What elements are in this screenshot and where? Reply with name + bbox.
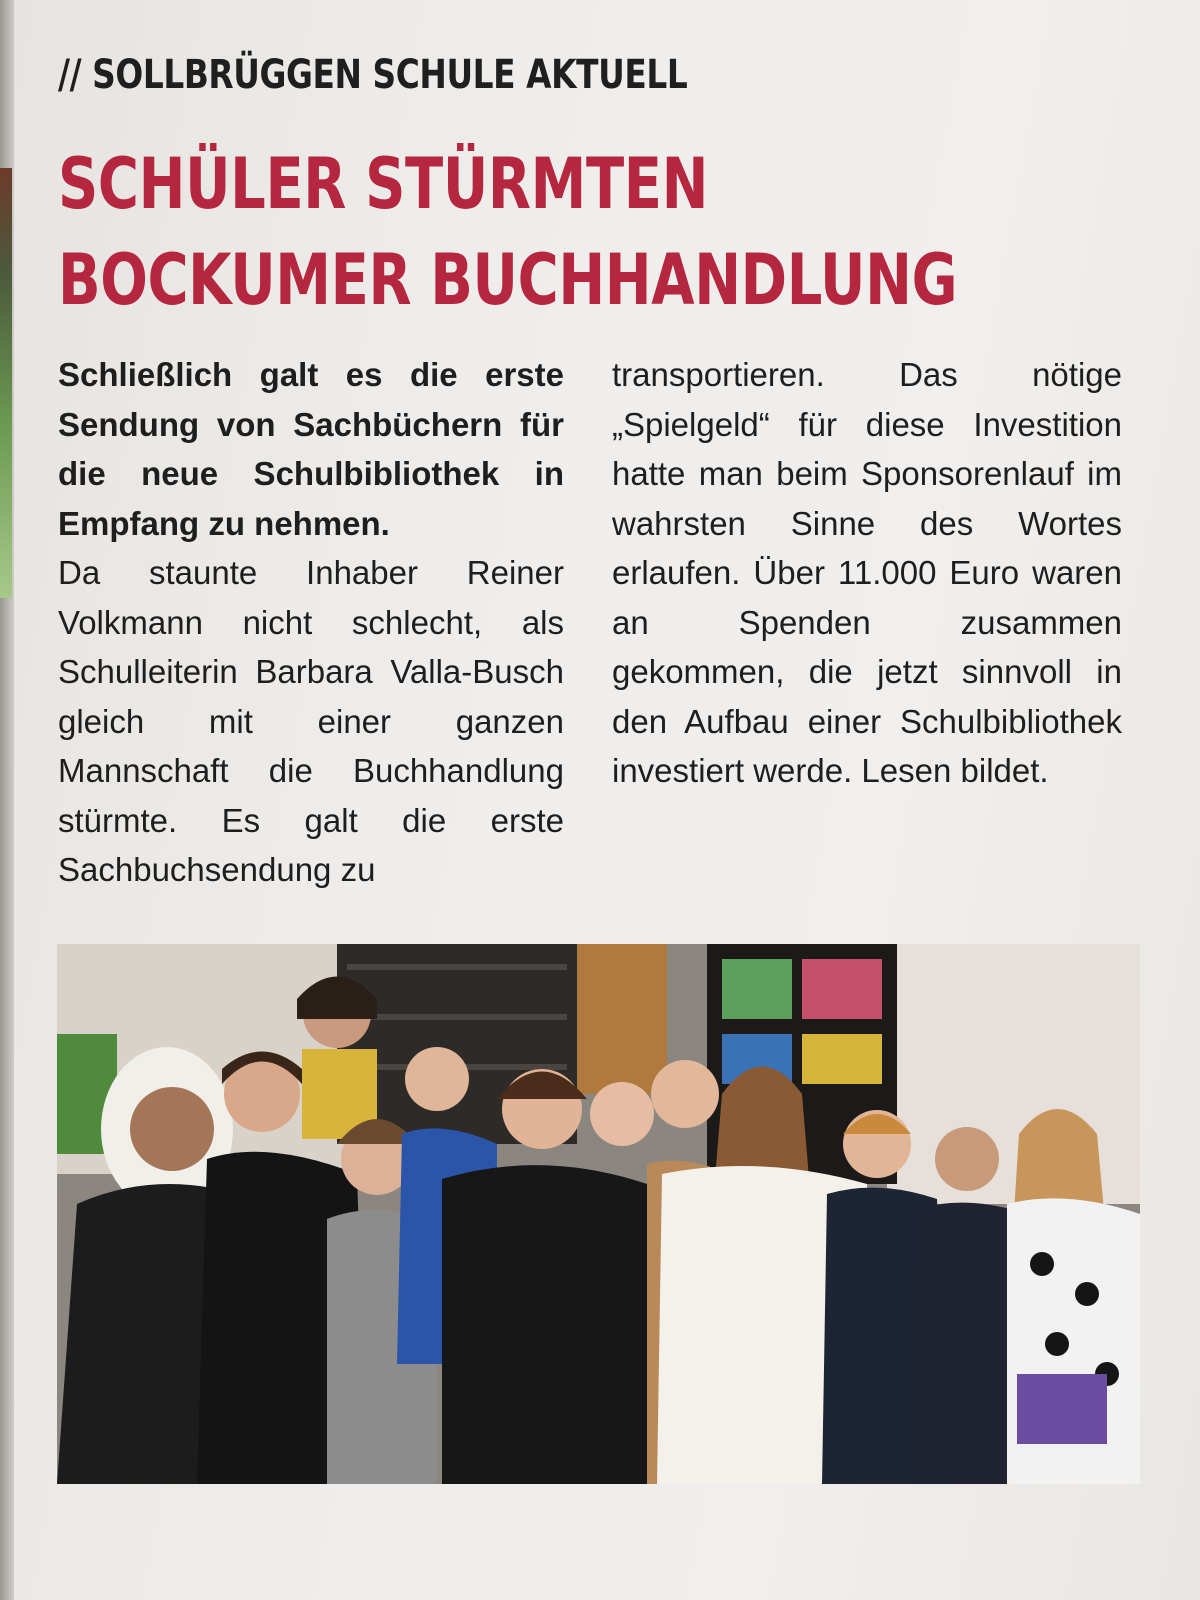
previous-page-photo-edge (0, 168, 12, 598)
article-column-left (58, 350, 564, 895)
article-body-left: Da staunte Inhaber Reiner Volkmann nicht schlecht, als Schulleiterin Barbara Valla-Busch gleich mit einer ganzen Mannschaft die Buchhandlung stürmte. Es galt die erste Sachbuchsendung zu (58, 554, 564, 888)
group-photo (57, 944, 1140, 1484)
article-headline (58, 136, 957, 328)
article-body-right: transportieren. Das nötige „Spielgeld“ für diese Investition hatte man beim Sponsorenlauf im wahrsten Sinne des Wortes erlaufen. Über 11.000 Euro waren an Spenden zusammen gekommen, die jetzt sinnvoll in den Aufbau einer Schulbibliothek investiert werde. Lesen bildet. (612, 356, 1122, 789)
headline-line-1: SCHÜLER STÜRMTEN (58, 143, 709, 225)
article-column-right (612, 350, 1122, 796)
article-lead: Schließlich galt es die erste Sendung von Sachbüchern für die neue Schulbibliothek in Empfang zu nehmen. (58, 356, 564, 542)
headline-line-2: BOCKUMER BUCHHANDLUNG (58, 239, 958, 321)
section-kicker: // SOLLBRÜGGEN SCHULE AKTUELL (58, 52, 688, 98)
